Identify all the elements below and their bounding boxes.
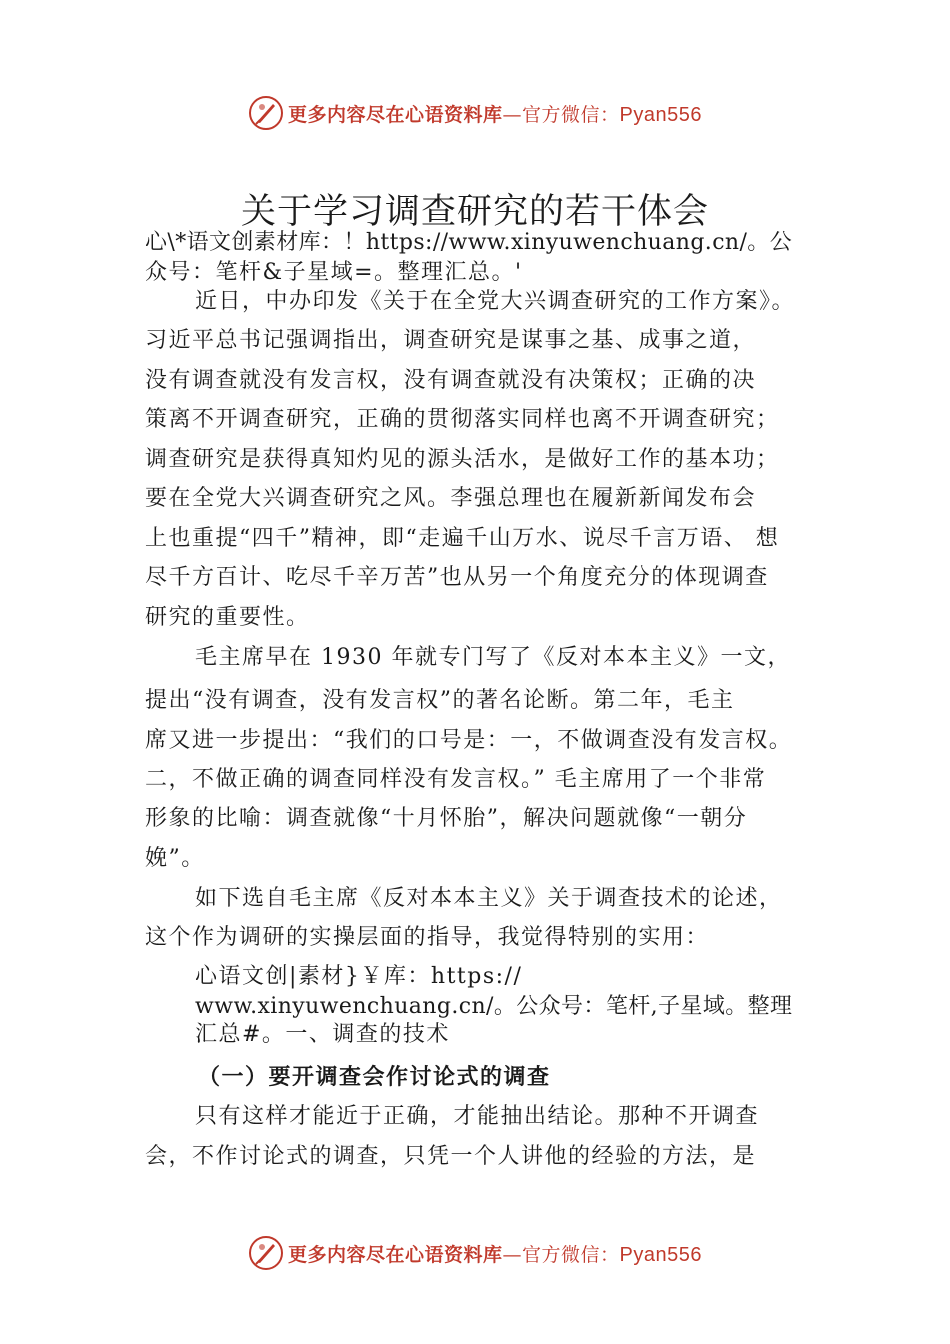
section-heading: （一）要开调查会作讨论式的调查 [198, 1064, 551, 1090]
body-line: 提出“没有调查，没有发言权”的著名论断。第二年，毛主 [145, 688, 735, 713]
banner-brand: 更多内容尽在心语资料库 [288, 103, 503, 126]
banner-dash: — [502, 1243, 523, 1266]
feather-pen-logo-icon [248, 1235, 284, 1271]
body-line: 没有调查就没有发言权，没有调查就没有决策权；正确的决 [145, 368, 757, 393]
body-line: 心\*语文创素材库：！https://www.xinyuwenchuang.cn/。公 [145, 230, 793, 255]
body-line: 二，不做正确的调查同样没有发言权。” 毛主席用了一个非常 [145, 767, 767, 792]
banner-text [288, 1240, 702, 1267]
body-line: 上也重提“四千”精神，即“走遍千山万水、说尽千言万语、 想 [145, 526, 780, 551]
feather-pen-logo-icon [248, 95, 284, 131]
body-line: 众号：笔杆&子星域=。整理汇总。' [145, 260, 523, 285]
body-line: 如下选自毛主席《反对本本主义》关于调查技术的论述， [195, 886, 783, 911]
banner-wechat-label: 官方微信： [522, 103, 620, 126]
banner-wechat-id: Pyan556 [619, 1243, 702, 1266]
banner-text [288, 100, 702, 127]
body-line: 心语文创|素材}￥库：https:// [195, 964, 523, 989]
banner-dash: — [502, 103, 523, 126]
body-line: 只有这样才能近于正确，才能抽出结论。那种不开调查 [195, 1104, 760, 1129]
body-line: 汇总#。一、调查的技术 [195, 1022, 450, 1047]
body-line: 毛主席早在 1930 年就专门写了《反对本本主义》一文， [195, 645, 791, 670]
body-line: 近日，中办印发《关于在全党大兴调查研究的工作方案》。 [195, 289, 796, 314]
body-line: 要在全党大兴调查研究之风。李强总理也在履新新闻发布会 [145, 486, 757, 511]
body-line: 娩”。 [145, 846, 205, 871]
body-line: 席又进一步提出：“我们的口号是：一，不做调查没有发言权。 [145, 728, 793, 753]
body-line: 研究的重要性。 [145, 605, 310, 630]
body-line: 会，不作讨论式的调查，只凭一个人讲他的经验的方法，是 [145, 1144, 757, 1169]
body-line: 习近平总书记强调指出，调查研究是谋事之基、成事之道， [145, 328, 757, 353]
banner-brand: 更多内容尽在心语资料库 [288, 1243, 503, 1266]
banner-wechat-label: 官方微信： [522, 1243, 620, 1266]
body-line: www.xinyuwenchuang.cn/。公众号：笔杆,子星域。整理 [195, 994, 793, 1019]
header-banner [0, 90, 950, 136]
document-title: 关于学习调查研究的若干体会 [240, 192, 709, 232]
footer-banner [0, 1230, 950, 1276]
body-line: 尽千方百计、吃尽千辛万苦”也从另一个角度充分的体现调查 [145, 565, 769, 590]
body-line: 形象的比喻：调查就像“十月怀胎”，解决问题就像“一朝分 [145, 806, 748, 831]
body-line: 调查研究是获得真知灼见的源头活水，是做好工作的基本功； [145, 447, 780, 472]
banner-wechat-id: Pyan556 [619, 103, 702, 126]
body-line: 策离不开调查研究，正确的贯彻落实同样也离不开调查研究； [145, 407, 780, 432]
body-line: 这个作为调研的实操层面的指导，我觉得特别的实用： [145, 925, 710, 950]
